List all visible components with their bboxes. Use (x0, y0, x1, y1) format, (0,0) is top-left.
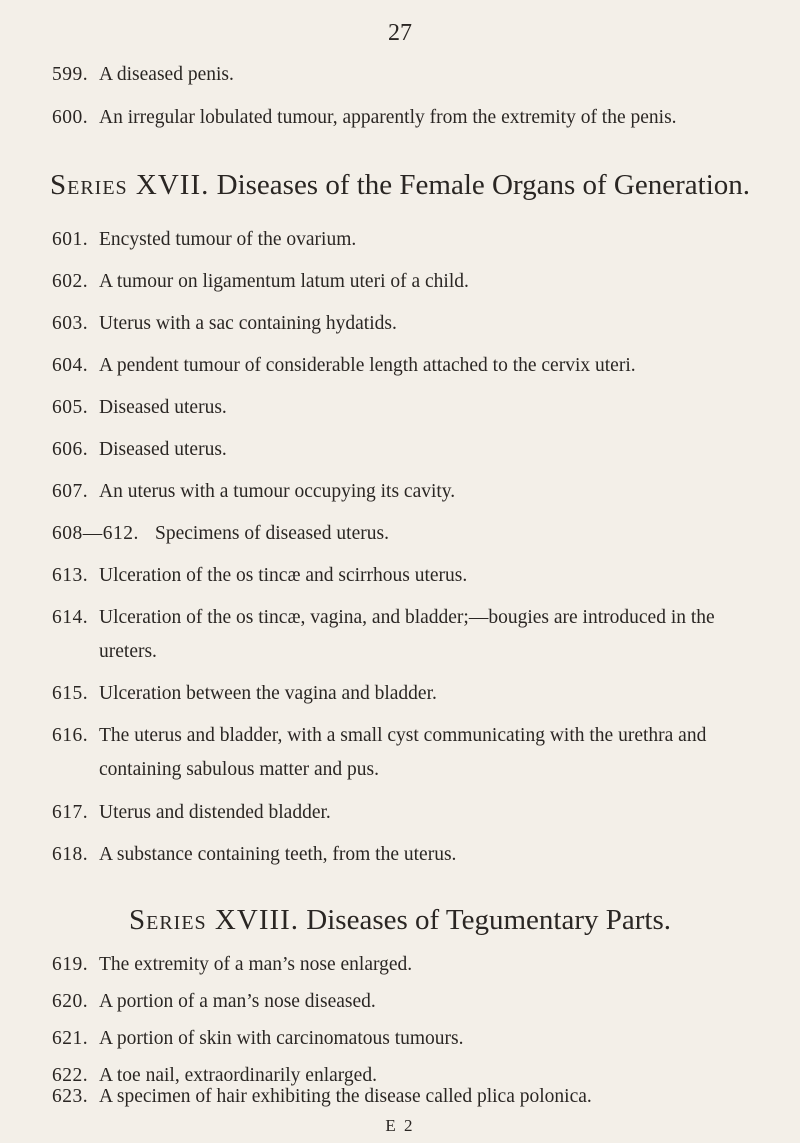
entry-number: 599. (52, 64, 89, 85)
series-title: Diseases of Tegumentary Parts. (306, 904, 671, 936)
entry-number: 601. (52, 229, 89, 250)
entry-text: A portion of skin with carcinomatous tumours. (99, 1028, 464, 1049)
entry-text: Encysted tumour of the ovarium. (99, 229, 357, 250)
entry-number: 605. (52, 397, 89, 418)
series-label: Series XVII. (49, 169, 210, 201)
entry-text: The uterus and bladder, with a small cyst communicating with the urethra and containing sabulous matter and pus. (99, 725, 707, 780)
entry-number: 618. (52, 844, 89, 865)
entry-number: 620. (52, 991, 89, 1012)
signature-mark: E 2 (385, 1116, 415, 1135)
series-title: Diseases of the Female Organs of Generation. (216, 169, 751, 201)
entry-number: 600. (52, 107, 89, 128)
entry-text: The extremity of a man’s nose enlarged. (99, 954, 413, 975)
entry-number: 606. (52, 439, 89, 460)
entry-text: A specimen of hair exhibiting the disease called plica polonica. (99, 1086, 592, 1107)
entry-text: Diseased uterus. (99, 439, 227, 460)
entry-number: 617. (52, 802, 89, 823)
entry-number: 613. (52, 565, 89, 586)
entry-text: A pendent tumour of considerable length attached to the cervix uteri. (99, 355, 636, 376)
entry-number: 608—612. (52, 523, 139, 544)
series-18-heading (0, 900, 800, 940)
entry-text: A tumour on ligamentum latum uteri of a child. (99, 271, 469, 292)
entry-number: 621. (52, 1028, 89, 1049)
page-number: 27 (388, 20, 412, 46)
entry-number: 603. (52, 313, 89, 334)
entry-text: Specimens of diseased uterus. (155, 523, 389, 544)
entry-number: 623. (52, 1086, 89, 1107)
entry-number: 607. (52, 481, 89, 502)
entry-text: An irregular lobulated tumour, apparently from the extremity of the penis. (99, 107, 677, 128)
entry-text: A substance containing teeth, from the uterus. (99, 844, 457, 865)
entry-text: Uterus with a sac containing hydatids. (99, 313, 397, 334)
entry-number: 602. (52, 271, 89, 292)
entry-text: Uterus and distended bladder. (99, 802, 331, 823)
entry-number: 604. (52, 355, 89, 376)
entry-text: Diseased uterus. (99, 397, 227, 418)
series-label: Series XVIII. (129, 904, 300, 936)
entry-text: A portion of a man’s nose diseased. (99, 991, 376, 1012)
entry-number: 619. (52, 954, 89, 975)
entry-number: 615. (52, 683, 89, 704)
entry-number: 614. (52, 607, 89, 628)
entry-text: Ulceration between the vagina and bladder. (99, 683, 437, 704)
entry-text: Ulceration of the os tincæ and scirrhous uterus. (99, 565, 468, 586)
entry-text: Ulceration of the os tincæ, vagina, and bladder;—bougies are introduced in the ureters. (99, 607, 715, 662)
entry-text: A diseased penis. (99, 64, 234, 85)
entry-text: An uterus with a tumour occupying its cavity. (99, 481, 456, 502)
series-17-heading (0, 165, 800, 205)
entry-number: 622. (52, 1065, 89, 1086)
entry-text: A toe nail, extraordinarily enlarged. (99, 1065, 377, 1086)
entry-number: 616. (52, 725, 89, 746)
